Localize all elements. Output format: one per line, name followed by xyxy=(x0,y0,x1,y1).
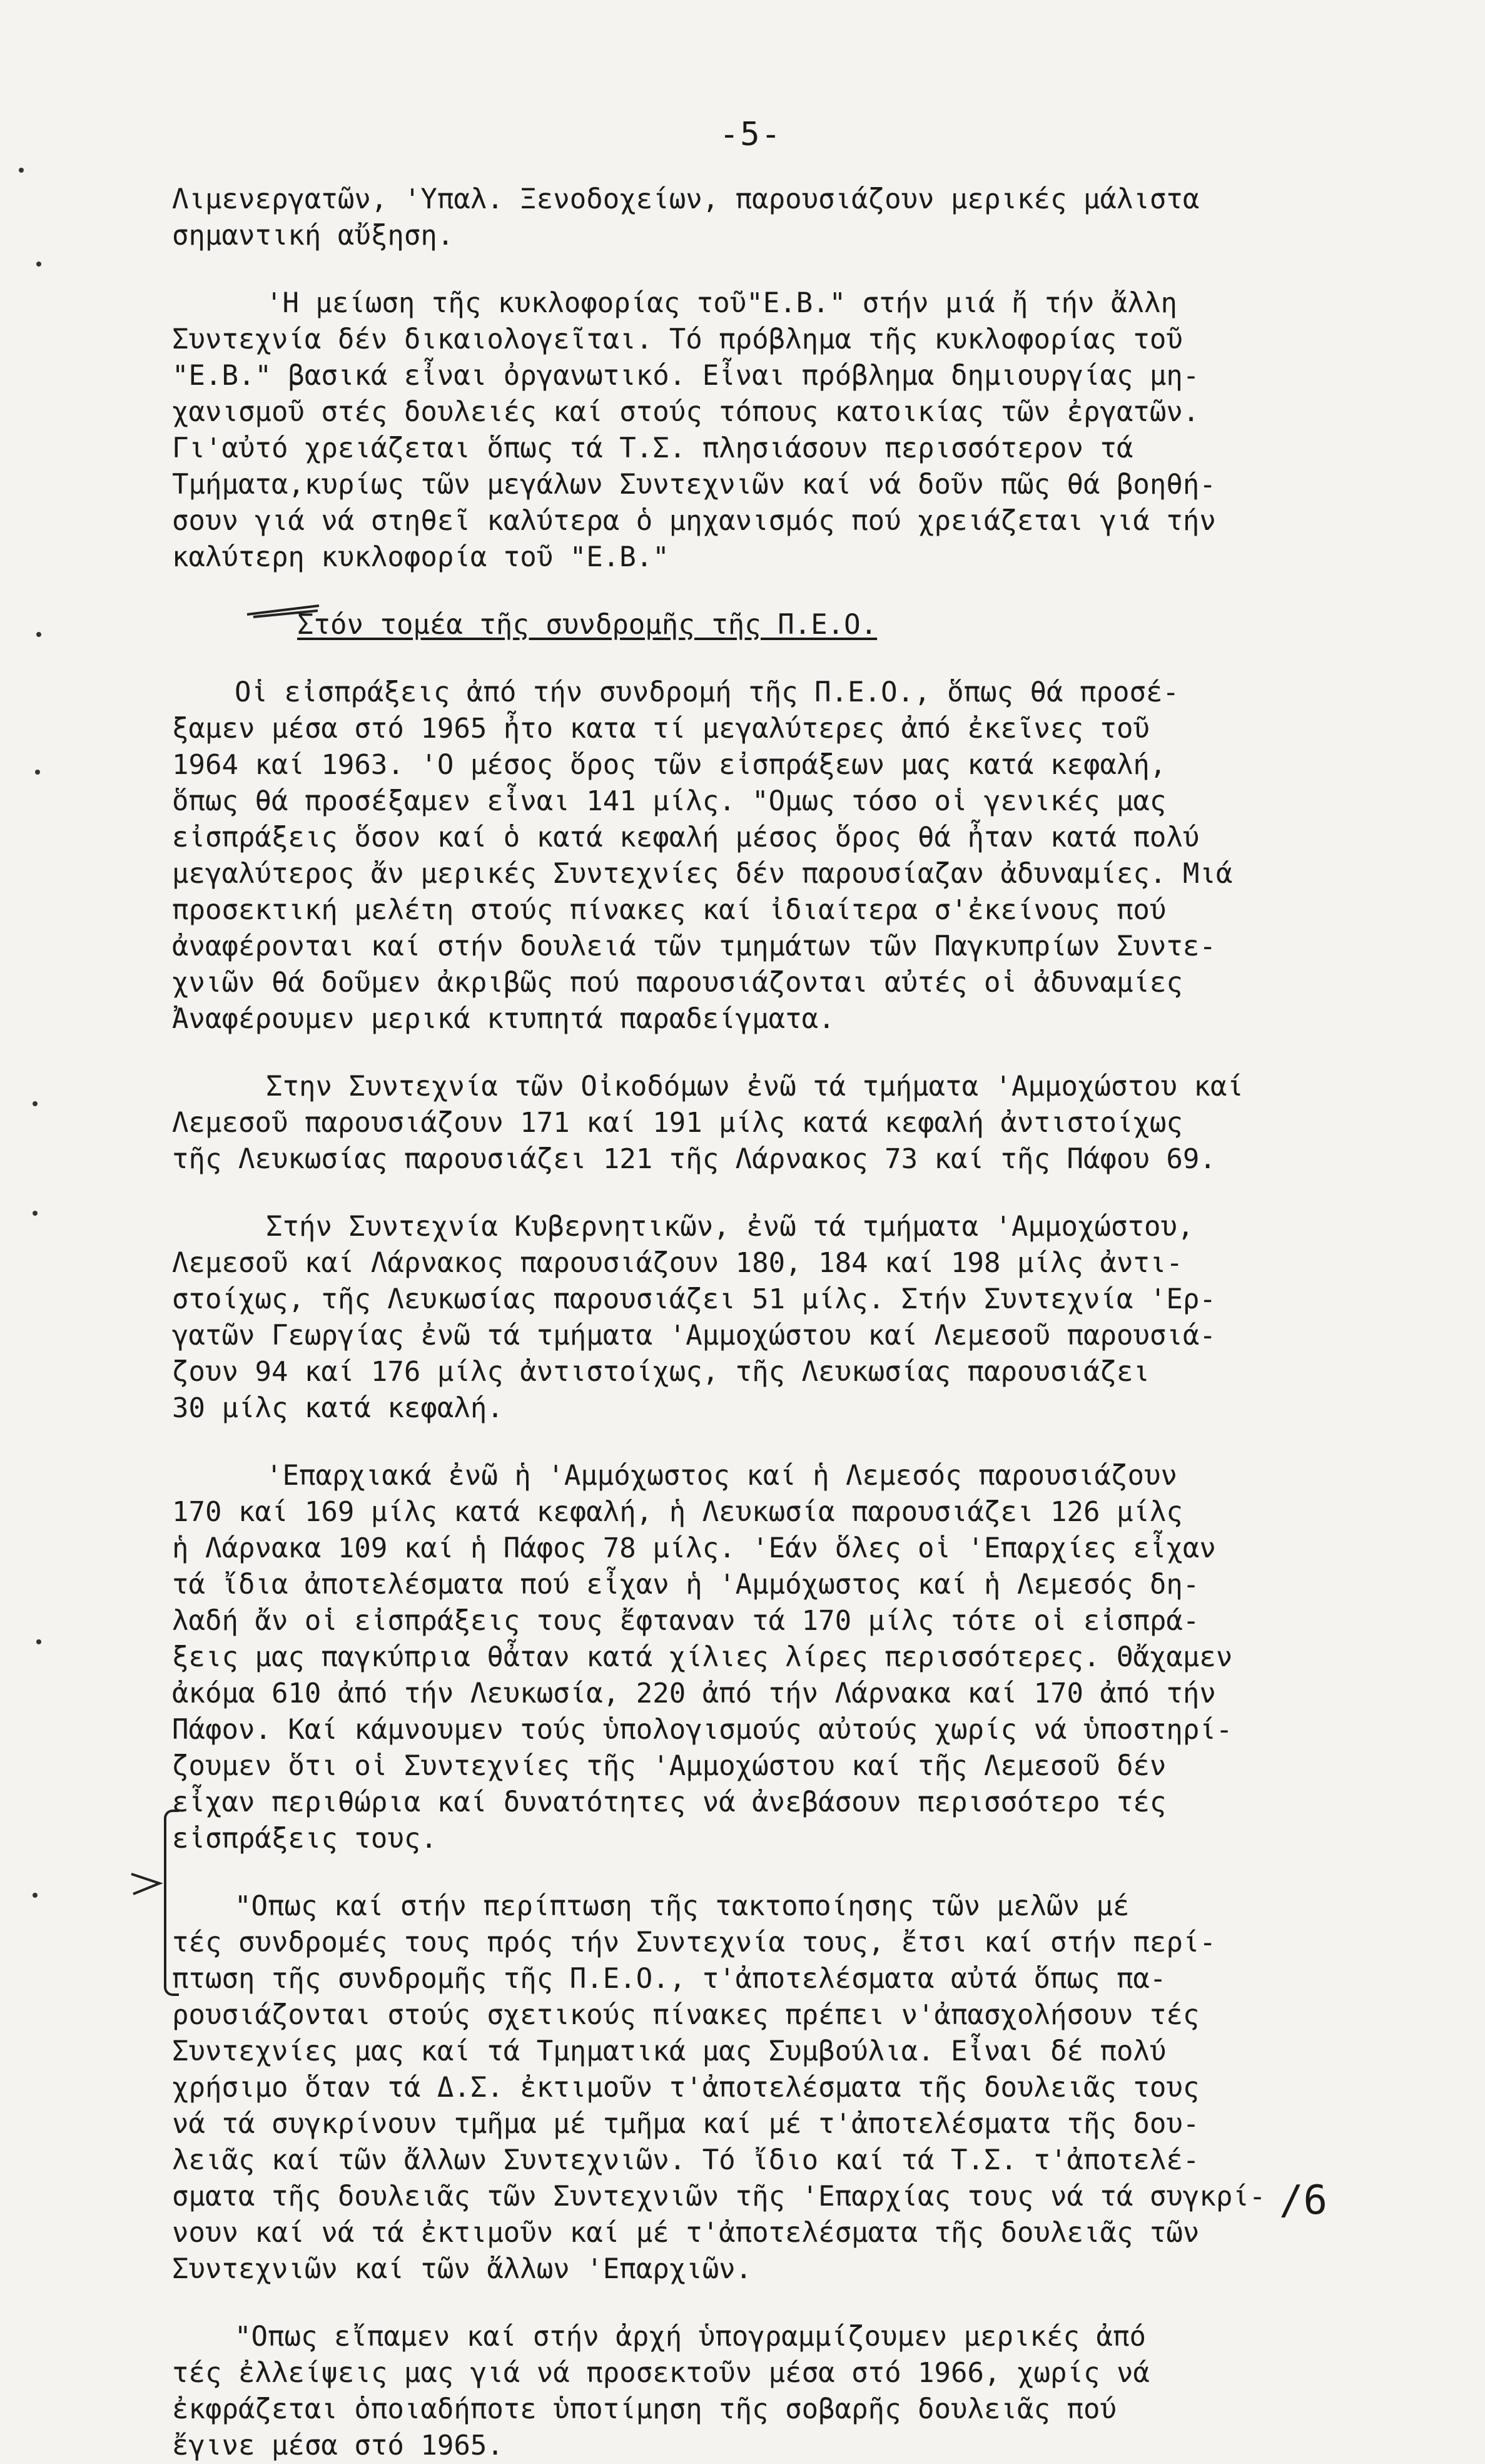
text-line: στοίχως, τῆς Λευκωσίας παρουσιάζει 51 μίλς. Στήν Συντεχνία 'Ερ- xyxy=(172,1283,1216,1315)
paragraph-gap xyxy=(172,1427,1398,1458)
text-line: ἀναφέρονται καί στήν δουλειά τῶν τμημάτων τῶν Παγκυπρίων Συντε- xyxy=(172,930,1216,962)
section-heading: Στόν τομέα τῆς συνδρομῆς τῆς Π.Ε.Ο. xyxy=(297,609,878,641)
text-line: τές συνδρομές τους πρός τήν Συντεχνία τους, ἔτσι καί στήν περί- xyxy=(172,1927,1216,1958)
text-line: 'Η μείωση τῆς κυκλοφορίας τοῦ"Ε.Β." στήν μιά ἤ τήν ἄλλη xyxy=(266,287,1177,319)
scan-speck xyxy=(33,1101,38,1106)
text-line: χανισμοῦ στές δουλειές καί στούς τόπους κατοικίας τῶν ἐργατῶν. xyxy=(172,396,1200,428)
text-line: ξαμεν μέσα στό 1965 ἦτο κατα τί μεγαλύτερες ἀπό ἐκεῖνες τοῦ xyxy=(172,713,1150,745)
typewritten-body xyxy=(172,181,1398,2464)
text-line: Στήν Συντεχνία Κυβερνητικῶν, ἐνῶ τά τμήματα 'Αμμοχώστου, xyxy=(266,1211,1194,1243)
paragraph-gap xyxy=(172,1037,1398,1069)
text-line: Συντεχνιῶν καί τῶν ἄλλων 'Επαρχιῶν. xyxy=(172,2253,753,2285)
text-line: Γι'αὐτό χρειάζεται ὅπως τά Τ.Σ. πλησιάσουν περισσότερον τά xyxy=(172,432,1133,464)
text-line: Οἱ εἰσπράξεις ἀπό τήν συνδρομή τῆς Π.Ε.Ο., ὅπως θά προσέ- xyxy=(235,676,1179,708)
text-line: καλύτερη κυκλοφορία τοῦ "Ε.Β." xyxy=(172,541,669,573)
paragraph-gap xyxy=(172,643,1398,675)
scan-speck xyxy=(35,770,40,775)
text-line: Λιμενεργατῶν, 'Υπαλ. Ξενοδοχείων, παρουσιάζουν μερικές μάλιστα xyxy=(172,183,1200,215)
heading-dash-mark xyxy=(244,601,325,619)
text-line: προσεκτική μελέτη στούς πίνακες καί ἰδιαίτερα σ'ἐκείνους πού xyxy=(172,894,1167,926)
paragraph-gap xyxy=(172,2288,1398,2319)
text-line: ζουν 94 καί 176 μίλς ἀντιστοίχως, τῆς Λευκωσίας παρουσιάζει xyxy=(172,1356,1150,1388)
scan-speck xyxy=(36,262,41,267)
text-line: τά ἴδια ἀποτελέσματα πού εἶχαν ἡ 'Αμμόχωστος καί ἡ Λεμεσός δη- xyxy=(172,1569,1200,1601)
text-line: σημαντική αὔξηση. xyxy=(172,220,454,252)
text-line: 1964 καί 1963. 'Ο μέσος ὅρος τῶν εἰσπράξεων μας κατά κεφαλή, xyxy=(172,749,1167,781)
text-line: εἰσπράξεις τους. xyxy=(172,1823,437,1855)
text-line: ἀκόμα 610 ἀπό τήν Λευκωσία, 220 ἀπό τήν Λάρνακα καί 170 ἀπό τήν xyxy=(172,1677,1216,1709)
text-line: "Οπως εἴπαμεν καί στήν ἀρχή ὑπογραμμίζουμεν μερικές ἀπό xyxy=(235,2321,1146,2353)
text-line: 'Επαρχιακά ἐνῶ ἡ 'Αμμόχωστος καί ἡ Λεμεσός παρουσιάζουν xyxy=(266,1460,1177,1492)
text-line: τές ἐλλείψεις μας γιά νά προσεκτοῦν μέσα στό 1966, χωρίς νά xyxy=(172,2357,1150,2389)
text-line: 30 μίλς κατά κεφαλή. xyxy=(172,1392,504,1424)
text-line: ἔγινε μέσα στό 1965. xyxy=(172,2430,504,2461)
text-line: χρήσιμο ὅταν τά Δ.Σ. ἐκτιμοῦν τ'ἀποτελέσματα τῆς δουλειᾶς τους xyxy=(172,2072,1200,2104)
text-line: Πάφον. Καί κάμνουμεν τούς ὑπολογισμούς αὐτούς χωρίς νά ὑποστηρί- xyxy=(172,1714,1233,1746)
text-line: Λεμεσοῦ καί Λάρνακος παρουσιάζουν 180, 184 καί 198 μίλς ἀντι- xyxy=(172,1247,1183,1279)
text-line: Συντεχνίες μας καί τά Τμηματικά μας Συμβούλια. Εἶναι δέ πολύ xyxy=(172,2035,1167,2067)
text-line: ζουμεν ὅτι οἱ Συντεχνίες τῆς 'Αμμοχώστου καί τῆς Λεμεσοῦ δέν xyxy=(172,1750,1167,1782)
text-line: λειᾶς καί τῶν ἄλλων Συντεχνιῶν. Τό ἴδιο καί τά Τ.Σ. τ'ἀποτελέ- xyxy=(172,2144,1200,2176)
text-line: Ἀναφέρουμεν μερικά κτυπητά παραδείγματα. xyxy=(172,1003,835,1035)
text-line: Στην Συντεχνία τῶν Οἰκοδόμων ἐνῶ τά τμήματα 'Αμμοχώστου καί xyxy=(266,1071,1244,1102)
text-line: εἶχαν περιθώρια καί δυνατότητες νά ἀνεβάσουν περισσότερο τές xyxy=(172,1786,1167,1818)
page-number: -5- xyxy=(719,116,782,153)
text-line: "Ε.Β." βασικά εἶναι ὀργανωτικό. Εἶναι πρόβλημα δημιουργίας μη- xyxy=(172,360,1200,392)
text-line: "Οπως καί στήν περίπτωση τῆς τακτοποίησης τῶν μελῶν μέ xyxy=(235,1890,1130,1922)
text-line: Τμήματα,κυρίως τῶν μεγάλων Συντεχνιῶν καί νά δοῦν πῶς θά βοηθή- xyxy=(172,469,1216,501)
text-line: ρουσιάζονται στούς σχετικούς πίνακες πρέπει ν'ἀπασχολήσουν τές xyxy=(172,1999,1200,2031)
text-line: χνιῶν θά δοῦμεν ἀκριβῶς πού παρουσιάζονται αὐτές οἱ ἀδυναμίες xyxy=(172,967,1183,999)
text-line: νά τά συγκρίνουν τμῆμα μέ τμῆμα καί μέ τ'ἀποτελέσματα τῆς δου- xyxy=(172,2108,1200,2140)
text-line: σουν γιά νά στηθεῖ καλύτερα ὁ μηχανισμός πού χρειάζεται γιά τήν xyxy=(172,505,1216,537)
scan-speck xyxy=(33,1893,38,1898)
paragraph-gap xyxy=(172,1178,1398,1209)
text-line: πτωση τῆς συνδρομῆς τῆς Π.Ε.Ο., τ'ἀποτελέσματα αὐτά ὅπως πα- xyxy=(172,1963,1167,1995)
paragraph-gap xyxy=(172,254,1398,285)
text-line: Λεμεσοῦ παρουσιάζουν 171 καί 191 μίλς κατά κεφαλή ἀντιστοίχως xyxy=(172,1107,1183,1139)
text-line: σματα τῆς δουλειᾶς τῶν Συντεχνιῶν τῆς 'Επαρχίας τους νά τά συγκρί- xyxy=(172,2181,1266,2212)
text-line: ἡ Λάρνακα 109 καί ἡ Πάφος 78 μίλς. 'Εάν ὅλες οἱ 'Επαρχίες εἶχαν xyxy=(172,1532,1216,1564)
scan-speck xyxy=(33,1211,38,1216)
scan-speck xyxy=(19,168,24,173)
text-line: λαδή ἄν οἱ εἰσπράξεις τους ἔφταναν τά 170 μίλς τότε οἱ εἰσπρά- xyxy=(172,1605,1200,1637)
text-line: γατῶν Γεωργίας ἐνῶ τά τμήματα 'Αμμοχώστου καί Λεμεσοῦ παρουσιά- xyxy=(172,1320,1216,1352)
text-line: τῆς Λευκωσίας παρουσιάζει 121 τῆς Λάρνακος 73 καί τῆς Πάφου 69. xyxy=(172,1143,1216,1175)
text-line: εἰσπράξεις ὅσον καί ὁ κατά κεφαλή μέσος ὅρος θά ἦταν κατά πολύ xyxy=(172,822,1200,853)
text-line: ὅπως θά προσέξαμεν εἶναι 141 μίλς. "Ομως τόσο οἱ γενικές μας xyxy=(172,785,1167,817)
next-page-marker: /6 xyxy=(1279,2177,1328,2224)
paragraph-gap xyxy=(172,576,1398,607)
text-line: ἐκφράζεται ὁποιαδήποτε ὑποτίμηση τῆς σοβαρῆς δουλειᾶς πού xyxy=(172,2393,1117,2425)
scan-speck xyxy=(36,1639,41,1644)
paragraph-gap xyxy=(172,1857,1398,1888)
text-line: ξεις μας παγκύπρια θἆταν κατά χίλιες λίρες περισσότερες. Θἄχαμεν xyxy=(172,1641,1233,1673)
margin-arrow-mark xyxy=(128,1868,166,1899)
text-line: μεγαλύτερος ἄν μερικές Συντεχνίες δέν παρουσίαζαν ἀδυναμίες. Μιά xyxy=(172,858,1233,890)
text-line: Συντεχνία δέν δικαιολογεῖται. Τό πρόβλημα τῆς κυκλοφορίας τοῦ xyxy=(172,323,1183,355)
text-line: νουν καί νά τά ἐκτιμοῦν καί μέ τ'ἀποτελέσματα τῆς δουλειᾶς τῶν xyxy=(172,2217,1200,2249)
margin-bracket-mark xyxy=(164,1810,179,1996)
scan-speck xyxy=(36,632,41,637)
text-line: 170 καί 169 μίλς κατά κεφαλή, ἡ Λευκωσία παρουσιάζει 126 μίλς xyxy=(172,1496,1183,1528)
